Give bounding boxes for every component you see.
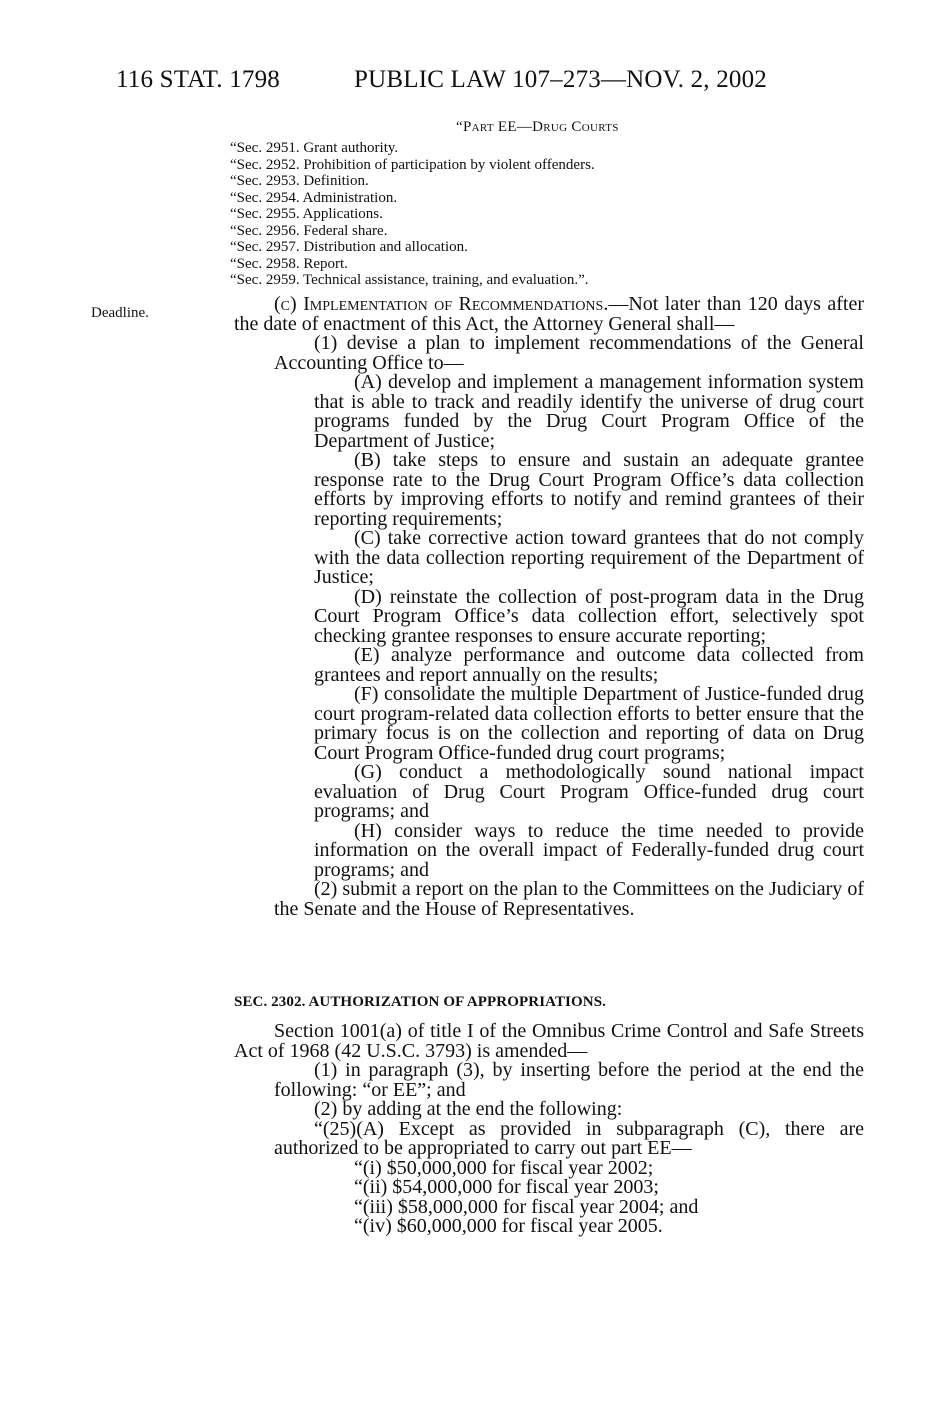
subitem-g: (G) conduct a methodologically sound national impact evaluation of Drug Court Program Office-funded drug court programs; and	[314, 761, 864, 822]
paragraph-25a: “(25)(A) Except as provided in subparagraph (C), there are authorized to be appropriated to carry out part EE—	[274, 1117, 864, 1159]
toc-line: “Sec. 2954. Administration.	[230, 189, 398, 206]
subitem-e: (E) analyze performance and outcome data collected from grantees and report annually on the results;	[314, 644, 864, 686]
subitem-b: (B) take steps to ensure and sustain an adequate grantee response rate to the Drug Court Program Office’s data collection efforts by improving efforts to notify and remind grantees of their reporting requirements;	[314, 449, 864, 530]
section-c-item-1: (1) devise a plan to implement recommendations of the General Accounting Office to—	[274, 332, 864, 374]
section-c-body	[234, 295, 864, 919]
section-2302-intro: Section 1001(a) of title I of the Omnibus Crime Control and Safe Streets Act of 1968 (42 U.S.C. 3793) is amended—	[234, 1020, 864, 1062]
toc-line: “Sec. 2951. Grant authority.	[230, 140, 399, 156]
subitem-c: (C) take corrective action toward grantees that do not comply with the data collection reporting requirement of the Department of Justice;	[314, 527, 864, 588]
subitem-f: (F) consolidate the multiple Department of Justice-funded drug court program-related data collection efforts to better ensure that the primary focus is on the collection and reporting of data on Drug Court Program Office-funded drug court programs;	[314, 683, 864, 764]
appropriation-amount: “(i) $50,000,000 for fiscal year 2002;	[354, 1156, 654, 1179]
margin-note-deadline: Deadline.	[91, 305, 149, 321]
section-2302-body	[234, 1022, 864, 1237]
section-2302-item-1: (1) in paragraph (3), by inserting before the period at the end the following: “or EE”; and	[274, 1059, 864, 1101]
toc-line: “Sec. 2957. Distribution and allocation.	[230, 239, 468, 255]
subitem-a: (A) develop and implement a management information system that is able to track and readily identify the universe of drug court programs funded by the Drug Court Program Office of the Department of Justice;	[314, 371, 864, 452]
toc-line: “Sec. 2953. Definition.	[230, 173, 369, 189]
section-c-item-2: (2) submit a report on the plan to the Committees on the Judiciary of the Senate and the House of Representatives.	[274, 878, 864, 920]
section-2302-heading: SEC. 2302. AUTHORIZATION OF APPROPRIATIONS.	[234, 994, 606, 1010]
section-2302-item-2: (2) by adding at the end the following:	[314, 1098, 623, 1120]
appropriation-amount: “(iii) $58,000,000 for fiscal year 2004; and	[354, 1195, 699, 1218]
part-title: “Part EE—Drug Courts	[456, 119, 619, 135]
public-law-title: PUBLIC LAW 107–273—NOV. 2, 2002	[354, 66, 768, 93]
toc-line: “Sec. 2959. Technical assistance, training, and evaluation.”.	[230, 272, 589, 288]
section-c-intro-text: —Not later than 120 days after the date of enactment of this Act, the Attorney General shall—	[234, 293, 864, 335]
section-c-heading: (c) Implementation of Recommendations.	[274, 293, 609, 315]
section-c-intro	[234, 295, 864, 334]
subitem-h: (H) consider ways to reduce the time needed to provide information on the overall impact of Federally-funded drug court programs; and	[314, 819, 864, 881]
toc-line: “Sec. 2958. Report.	[230, 255, 348, 272]
statute-citation: 116 STAT. 1798	[116, 66, 280, 93]
appropriation-amount: “(ii) $54,000,000 for fiscal year 2003;	[354, 1176, 659, 1198]
toc-line: “Sec. 2955. Applications.	[230, 206, 383, 222]
toc-line: “Sec. 2952. Prohibition of participation by violent offenders.	[230, 156, 595, 173]
toc-line: “Sec. 2956. Federal share.	[230, 222, 388, 239]
section-table-of-contents	[230, 140, 790, 289]
appropriation-amount: “(iv) $60,000,000 for fiscal year 2005.	[354, 1215, 663, 1237]
subitem-d: (D) reinstate the collection of post-program data in the Drug Court Program Office’s data collection effort, selectively spot checking grantee responses to ensure accurate reporting;	[314, 585, 864, 647]
